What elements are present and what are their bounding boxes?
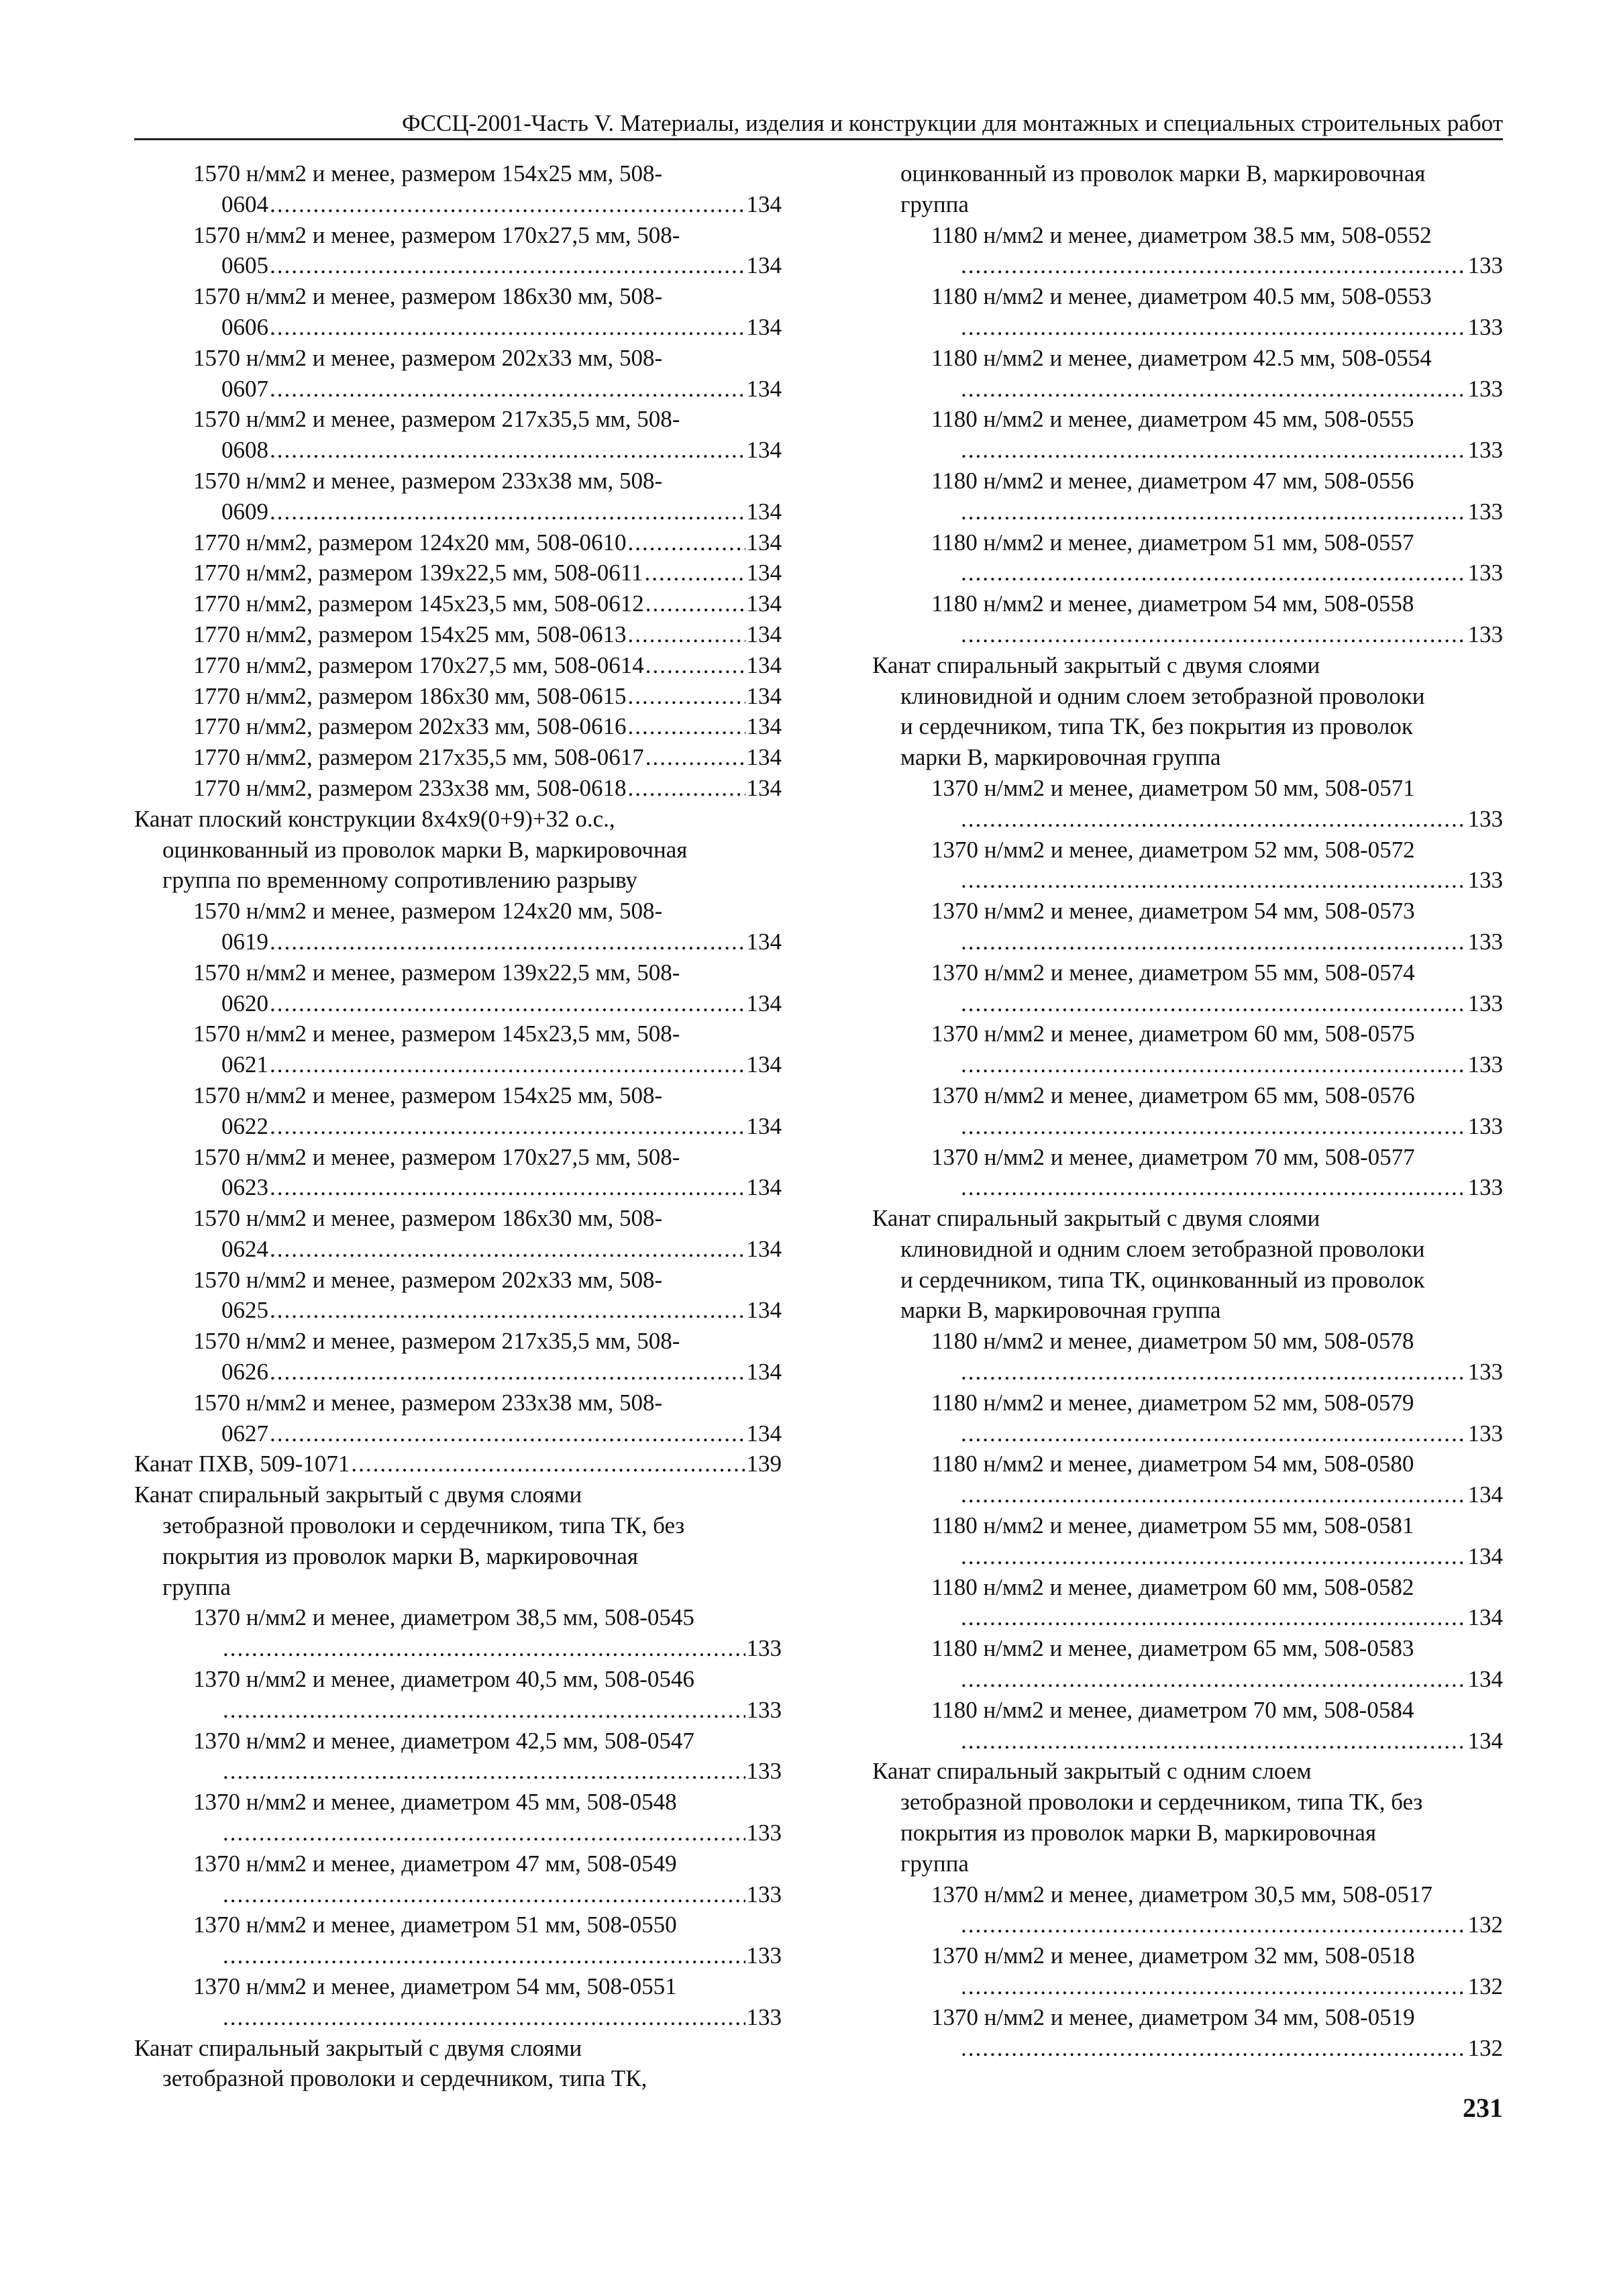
dot-leader (961, 1172, 1467, 1203)
index-code: 0606 (221, 313, 268, 340)
page-reference: 134 (746, 1297, 782, 1324)
dot-leader (223, 1695, 745, 1726)
index-subentry: 1370 н/мм2 и менее, диаметром 38,5 мм, 508-0545 (193, 1604, 694, 1631)
index-subentry: 1180 н/мм2 и менее, диаметром 50 мм, 508-0578 (931, 1328, 1414, 1355)
index-page-ref-line (872, 988, 1503, 1019)
page-reference: 134 (746, 1174, 782, 1201)
page-reference: 134 (746, 498, 782, 525)
page-reference: 132 (1467, 1912, 1503, 1938)
index-page-ref-line (872, 1172, 1503, 1203)
dot-leader (270, 189, 745, 220)
index-page-ref-line (134, 374, 782, 405)
page-reference: 133 (746, 2003, 782, 2030)
index-subentry: 1570 н/мм2 и менее, размером 202х33 мм, 508- (193, 1266, 663, 1293)
page-reference: 134 (746, 928, 782, 955)
index-page-ref-line (134, 1695, 782, 1726)
index-code: 1770 н/мм2, размером 186х30 мм, 508-0615 (193, 682, 627, 709)
dot-leader (961, 2033, 1467, 2064)
dot-leader (270, 435, 745, 466)
page-reference: 133 (1467, 1359, 1503, 1386)
page-reference: 133 (1467, 990, 1503, 1016)
dot-leader (223, 1756, 745, 1787)
index-subentry: 1370 н/мм2 и менее, диаметром 51 мм, 508-0550 (193, 1912, 677, 1938)
dot-leader (627, 711, 745, 742)
page-reference: 133 (1467, 313, 1503, 340)
index-page-ref-line (872, 250, 1503, 281)
dot-leader (351, 1449, 745, 1479)
page-reference: 134 (746, 621, 782, 647)
index-page-ref-line (134, 1111, 782, 1142)
index-page-ref-line (134, 1879, 782, 1910)
dot-leader (627, 527, 745, 558)
dot-leader (223, 1633, 745, 1664)
index-entry-heading: Канат спиральный закрытый с двумя слоями (872, 651, 1320, 678)
index-column-left (134, 158, 782, 2094)
page-reference: 133 (746, 1758, 782, 1785)
index-entry-continuation: покрытия из проволок марки В, маркировочная (162, 1543, 639, 1569)
dot-leader (961, 804, 1467, 835)
index-subentry: 1180 н/мм2 и менее, диаметром 38.5 мм, 508-0552 (931, 221, 1432, 248)
index-page-ref-line (872, 497, 1503, 527)
page-reference: 134 (1467, 1604, 1503, 1631)
index-entry-heading: Канат спиральный закрытый с двумя слоями (134, 1481, 582, 1508)
index-page-ref-line (134, 189, 782, 220)
index-entry-heading: Канат спиральный закрытый с двумя слоями (134, 2034, 582, 2061)
index-page-ref-line (134, 527, 782, 558)
dot-leader (961, 1479, 1467, 1510)
index-page-ref-line (872, 1357, 1503, 1388)
page-number: 231 (1463, 2093, 1503, 2123)
index-subentry: 1570 н/мм2 и менее, размером 154х25 мм, 508- (193, 160, 663, 187)
index-subentry: 1570 н/мм2 и менее, размером 186х30 мм, 508- (193, 283, 663, 310)
index-subentry: 1570 н/мм2 и менее, размером 233х38 мм, 508- (193, 1389, 663, 1416)
index-entry-heading: Канат плоский конструкции 8х4х9(0+9)+32 о.с., (134, 805, 615, 832)
index-entry-continuation: клиновидной и одним слоем зетобразной проволоки (900, 1235, 1425, 1262)
index-page-ref-line (872, 1602, 1503, 1633)
index-entry-continuation: группа по временному сопротивлению разрыву (162, 867, 638, 894)
page-reference: 133 (1467, 498, 1503, 525)
page-reference: 133 (746, 1881, 782, 1908)
index-code: 1770 н/мм2, размером 170х27,5 мм, 508-0614 (193, 651, 644, 678)
index-code: 0627 (221, 1420, 268, 1447)
index-page-ref-line (872, 1971, 1503, 2002)
page-reference: 134 (746, 1359, 782, 1386)
dot-leader (223, 1940, 745, 1971)
dot-leader (961, 497, 1467, 527)
page-reference: 134 (1467, 1727, 1503, 1754)
index-page-ref-line (872, 435, 1503, 466)
index-subentry: 1570 н/мм2 и менее, размером 202х33 мм, 508- (193, 344, 663, 371)
index-page-ref-line (134, 588, 782, 619)
page-reference: 133 (1467, 1420, 1503, 1447)
index-subentry: 1570 н/мм2 и менее, размером 217х35,5 мм, 508- (193, 1328, 680, 1355)
page-reference: 134 (746, 252, 782, 279)
dot-leader (961, 1726, 1467, 1757)
dot-leader (961, 1541, 1467, 1572)
index-page-ref-line (872, 312, 1503, 343)
page-reference: 134 (746, 1235, 782, 1262)
page-reference: 134 (1467, 1481, 1503, 1508)
page-reference: 134 (746, 774, 782, 801)
index-page-ref-line (134, 711, 782, 742)
index-subentry: 1370 н/мм2 и менее, диаметром 47 мм, 508-0549 (193, 1850, 677, 1877)
dot-leader (961, 619, 1467, 650)
header-rule (134, 138, 1503, 140)
page-reference: 134 (746, 590, 782, 617)
index-code: 0626 (221, 1359, 268, 1386)
index-code: 0625 (221, 1297, 268, 1324)
index-subentry: 1370 н/мм2 и менее, диаметром 70 мм, 508-0577 (931, 1143, 1415, 1170)
page-reference: 133 (1467, 252, 1503, 279)
index-code: 1770 н/мм2, размером 139х22,5 мм, 508-0611 (193, 560, 643, 586)
page-reference: 134 (746, 744, 782, 771)
index-entry-continuation: клиновидной и одним слоем зетобразной проволоки (900, 682, 1425, 709)
index-code: 0605 (221, 252, 268, 279)
index-subentry: 1180 н/мм2 и менее, диаметром 55 мм, 508-0581 (931, 1512, 1414, 1539)
dot-leader (961, 1049, 1467, 1080)
index-page-ref-line (134, 1756, 782, 1787)
page-header: ФССЦ-2001-Часть V. Материалы, изделия и конструкции для монтажных и специальных строительных работ (401, 110, 1503, 136)
page-reference: 132 (1467, 2034, 1503, 2061)
index-code: 0604 (221, 191, 268, 217)
index-code: 0607 (221, 375, 268, 402)
index-subentry: 1370 н/мм2 и менее, диаметром 32 мм, 508-0518 (931, 1942, 1415, 1969)
page-reference: 134 (746, 437, 782, 464)
dot-leader (270, 497, 745, 527)
page-reference: 134 (746, 1051, 782, 1078)
page-reference: 133 (746, 1820, 782, 1846)
page-reference: 134 (1467, 1666, 1503, 1693)
page-reference: 133 (1467, 1112, 1503, 1139)
dot-leader (961, 250, 1467, 281)
index-subentry: 1370 н/мм2 и менее, диаметром 42,5 мм, 508-0547 (193, 1727, 694, 1754)
index-page-ref-line (134, 988, 782, 1019)
index-page-ref-line (872, 1479, 1503, 1510)
index-page-ref-line (872, 619, 1503, 650)
page-reference: 134 (746, 1420, 782, 1447)
index-subentry: 1370 н/мм2 и менее, диаметром 45 мм, 508-0548 (193, 1789, 677, 1816)
page-reference: 133 (1467, 805, 1503, 832)
dot-leader (223, 1818, 745, 1848)
index-page-ref-line (872, 1664, 1503, 1695)
page-reference: 133 (1467, 928, 1503, 955)
index-subentry: 1180 н/мм2 и менее, диаметром 51 мм, 508-0557 (931, 529, 1414, 556)
index-subentry: 1180 н/мм2 и менее, диаметром 52 мм, 508-0579 (931, 1389, 1414, 1416)
dot-leader (627, 619, 745, 650)
index-page-ref-line (134, 1449, 782, 1479)
dot-leader (645, 742, 745, 773)
index-page-ref-line (134, 1357, 782, 1388)
index-page-ref-line (134, 681, 782, 712)
dot-leader (961, 312, 1467, 343)
index-subentry: 1370 н/мм2 и менее, диаметром 30,5 мм, 508-0517 (931, 1881, 1432, 1908)
index-page-ref-line (134, 2002, 782, 2033)
index-page-ref-line (134, 1818, 782, 1848)
index-subentry: 1180 н/мм2 и менее, диаметром 54 мм, 508-0558 (931, 590, 1414, 617)
index-entry-continuation: оцинкованный из проволок марки В, маркировочная (162, 836, 688, 863)
index-subentry: 1570 н/мм2 и менее, размером 170х27,5 мм, 508- (193, 1143, 680, 1170)
index-page-ref-line (134, 742, 782, 773)
index-subentry: 1180 н/мм2 и менее, диаметром 65 мм, 508-0583 (931, 1635, 1414, 1662)
dot-leader (627, 681, 745, 712)
dot-leader (645, 650, 745, 681)
index-page-ref-line (134, 558, 782, 588)
dot-leader (270, 988, 745, 1019)
dot-leader (223, 1879, 745, 1910)
page-reference: 134 (746, 313, 782, 340)
index-code: 0622 (221, 1112, 268, 1139)
index-subentry: 1370 н/мм2 и менее, диаметром 50 мм, 508-0571 (931, 774, 1415, 801)
dot-leader (270, 1111, 745, 1142)
index-subentry: 1370 н/мм2 и менее, диаметром 34 мм, 508-0519 (931, 2003, 1415, 2030)
index-page-ref-line (134, 312, 782, 343)
page-reference: 134 (746, 1112, 782, 1139)
index-subentry: 1570 н/мм2 и менее, размером 154х25 мм, 508- (193, 1082, 663, 1108)
dot-leader (644, 558, 745, 588)
dot-leader (961, 558, 1467, 588)
dot-leader (961, 927, 1467, 957)
index-subentry: 1570 н/мм2 и менее, размером 124х20 мм, 508- (193, 898, 663, 925)
index-subentry: 1370 н/мм2 и менее, диаметром 65 мм, 508-0576 (931, 1082, 1415, 1108)
index-page-ref-line (872, 927, 1503, 957)
dot-leader (223, 2002, 745, 2033)
index-page-ref-line (134, 250, 782, 281)
index-entry-heading: Канат спиральный закрытый с одним слоем (872, 1758, 1312, 1785)
index-page-ref-line (134, 1049, 782, 1080)
index-entry-continuation: марки В, маркировочная группа (900, 1297, 1221, 1324)
page-reference: 133 (1467, 1051, 1503, 1078)
page-reference: 133 (1467, 437, 1503, 464)
index-subentry: 1180 н/мм2 и менее, диаметром 47 мм, 508-0556 (931, 467, 1414, 494)
index-subentry: 1370 н/мм2 и менее, диаметром 55 мм, 508-0574 (931, 959, 1415, 986)
index-page-ref-line (134, 1295, 782, 1326)
dot-leader (961, 1602, 1467, 1633)
index-entry-continuation: зетобразной проволоки и сердечником, типа ТК, без (162, 1512, 685, 1539)
index-page-ref-line (872, 1049, 1503, 1080)
index-page-ref-line (134, 927, 782, 957)
index-subentry: 1570 н/мм2 и менее, размером 233х38 мм, 508- (193, 467, 663, 494)
index-subentry: 1370 н/мм2 и менее, диаметром 52 мм, 508-0572 (931, 836, 1415, 863)
dot-leader (270, 250, 745, 281)
index-subentry: 1370 н/мм2 и менее, диаметром 54 мм, 508-0551 (193, 1973, 677, 2000)
index-entry-continuation: и сердечником, типа ТК, оцинкованный из проволок (900, 1266, 1425, 1293)
page-reference: 139 (746, 1451, 782, 1477)
index-page-ref-line (134, 1172, 782, 1203)
index-code: 1770 н/мм2, размером 124х20 мм, 508-0610 (193, 529, 627, 556)
index-page-ref-line (872, 1418, 1503, 1449)
page-reference: 133 (1467, 867, 1503, 894)
index-entry-continuation: зетобразной проволоки и сердечником, типа ТК, (162, 2065, 647, 2092)
dot-leader (627, 773, 745, 804)
index-page-ref-line (134, 435, 782, 466)
index-page-ref-line (134, 497, 782, 527)
index-entry-continuation: зетобразной проволоки и сердечником, типа ТК, без (900, 1789, 1423, 1816)
dot-leader (961, 988, 1467, 1019)
index-entry-continuation: группа (900, 1850, 969, 1877)
index-subentry: 1180 н/мм2 и менее, диаметром 60 мм, 508-0582 (931, 1573, 1414, 1600)
dot-leader (961, 1971, 1467, 2002)
index-subentry: 1180 н/мм2 и менее, диаметром 40.5 мм, 508-0553 (931, 283, 1432, 310)
index-entry-continuation: группа (162, 1573, 231, 1600)
page-reference: 134 (746, 375, 782, 402)
index-page-ref-line (872, 374, 1503, 405)
dot-leader (961, 1111, 1467, 1142)
index-column-right (872, 158, 1503, 2063)
page-reference: 134 (746, 560, 782, 586)
dot-leader (270, 312, 745, 343)
dot-leader (961, 1664, 1467, 1695)
dot-leader (961, 865, 1467, 896)
index-page-ref-line (872, 1910, 1503, 1940)
page-reference: 133 (1467, 1174, 1503, 1201)
index-code: Канат ПХВ, 509-1071 (134, 1451, 350, 1477)
index-page-ref-line (134, 650, 782, 681)
index-page-ref-line (134, 1633, 782, 1664)
page-reference: 133 (1467, 560, 1503, 586)
page-reference: 133 (746, 1696, 782, 1723)
page-reference: 134 (746, 990, 782, 1016)
index-code: 0624 (221, 1235, 268, 1262)
page-reference: 133 (1467, 375, 1503, 402)
dot-leader (270, 1295, 745, 1326)
index-page-ref-line (872, 1111, 1503, 1142)
index-page-ref-line (134, 1418, 782, 1449)
index-code: 1770 н/мм2, размером 233х38 мм, 508-0618 (193, 774, 627, 801)
index-entry-continuation: покрытия из проволок марки В, маркировочная (900, 1820, 1377, 1846)
index-entry-continuation: марки В, маркировочная группа (900, 744, 1221, 771)
page-reference: 132 (1467, 1973, 1503, 2000)
index-page-ref-line (872, 558, 1503, 588)
page-reference: 134 (746, 529, 782, 556)
index-entry-continuation: и сердечником, типа ТК, без покрытия из проволок (900, 713, 1413, 740)
index-page-ref-line (872, 865, 1503, 896)
page-reference: 133 (1467, 621, 1503, 647)
index-code: 1770 н/мм2, размером 145х23,5 мм, 508-0612 (193, 590, 644, 617)
index-page-ref-line (134, 1234, 782, 1265)
page-reference: 133 (746, 1635, 782, 1662)
page-reference: 134 (746, 713, 782, 740)
index-subentry: 1180 н/мм2 и менее, диаметром 45 мм, 508-0555 (931, 406, 1414, 433)
index-page-ref-line (134, 1940, 782, 1971)
index-subentry: 1570 н/мм2 и менее, размером 139х22,5 мм, 508- (193, 959, 680, 986)
dot-leader (270, 927, 745, 957)
page-reference: 134 (1467, 1543, 1503, 1569)
index-code: 0623 (221, 1174, 268, 1201)
dot-leader (961, 374, 1467, 405)
index-page-ref-line (872, 804, 1503, 835)
index-subentry: 1570 н/мм2 и менее, размером 145х23,5 мм, 508- (193, 1021, 680, 1047)
index-subentry: 1570 н/мм2 и менее, размером 217х35,5 мм, 508- (193, 406, 680, 433)
index-code: 0609 (221, 498, 268, 525)
index-subentry: 1180 н/мм2 и менее, диаметром 54 мм, 508-0580 (931, 1451, 1414, 1477)
dot-leader (270, 1172, 745, 1203)
index-page-ref-line (134, 619, 782, 650)
page-reference: 133 (746, 1942, 782, 1969)
index-subentry: 1370 н/мм2 и менее, диаметром 40,5 мм, 508-0546 (193, 1666, 694, 1693)
page-reference: 134 (746, 191, 782, 217)
dot-leader (270, 374, 745, 405)
dot-leader (961, 435, 1467, 466)
index-entry-continuation: группа (900, 191, 969, 217)
index-subentry: 1180 н/мм2 и менее, диаметром 42.5 мм, 508-0554 (931, 344, 1432, 371)
page-reference: 134 (746, 651, 782, 678)
index-page-ref-line (872, 2033, 1503, 2064)
index-code: 0608 (221, 437, 268, 464)
dot-leader (270, 1234, 745, 1265)
index-page-ref-line (872, 1726, 1503, 1757)
dot-leader (270, 1049, 745, 1080)
index-code: 1770 н/мм2, размером 154х25 мм, 508-0613 (193, 621, 627, 647)
index-code: 1770 н/мм2, размером 217х35,5 мм, 508-0617 (193, 744, 644, 771)
index-code: 1770 н/мм2, размером 202х33 мм, 508-0616 (193, 713, 627, 740)
index-code: 0620 (221, 990, 268, 1016)
page-reference: 134 (746, 682, 782, 709)
index-entry-continuation: оцинкованный из проволок марки В, маркировочная (900, 160, 1426, 187)
dot-leader (961, 1357, 1467, 1388)
dot-leader (270, 1418, 745, 1449)
index-subentry: 1570 н/мм2 и менее, размером 186х30 мм, 508- (193, 1205, 663, 1232)
index-subentry: 1370 н/мм2 и менее, диаметром 60 мм, 508-0575 (931, 1021, 1415, 1047)
dot-leader (645, 588, 745, 619)
dot-leader (270, 1357, 745, 1388)
index-code: 0621 (221, 1051, 268, 1078)
index-subentry: 1370 н/мм2 и менее, диаметром 54 мм, 508-0573 (931, 898, 1415, 925)
dot-leader (961, 1418, 1467, 1449)
index-entry-heading: Канат спиральный закрытый с двумя слоями (872, 1205, 1320, 1232)
index-code: 0619 (221, 928, 268, 955)
dot-leader (961, 1910, 1467, 1940)
index-subentry: 1570 н/мм2 и менее, размером 170х27,5 мм, 508- (193, 221, 680, 248)
index-page-ref-line (872, 1541, 1503, 1572)
index-subentry: 1180 н/мм2 и менее, диаметром 70 мм, 508-0584 (931, 1696, 1414, 1723)
index-page-ref-line (134, 773, 782, 804)
